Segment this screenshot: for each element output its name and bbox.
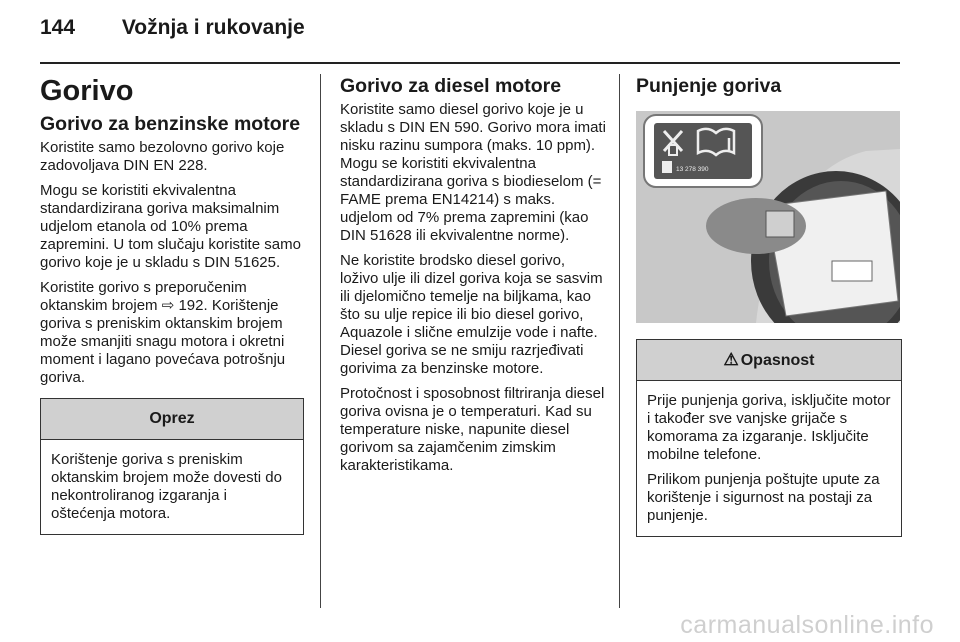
page-header <box>40 16 305 40</box>
label-number: 13 278 390 <box>676 166 709 173</box>
p3-text-after: 192. Korištenje goriva s preniskim oktanskim brojem može smanjiti snagu motora i okretni moment i lagano povećava potrošnju goriva. <box>40 297 286 386</box>
header-rule <box>40 62 900 64</box>
danger-box <box>636 339 902 537</box>
danger-title: Opasnost <box>740 352 815 369</box>
fuel-filler-photo <box>636 111 900 323</box>
column-left <box>40 74 304 535</box>
column-divider-1 <box>320 74 321 608</box>
petrol-heading: Gorivo za benzinske motore <box>40 113 301 135</box>
petrol-paragraph-2: Mogu se koristiti ekvivalentna standardizirana goriva maksimalnim udjelom etanola od 10% prema zapremini. U tom slučaju koristite samo gorivo koje je u skladu s DIN 51625. <box>40 182 301 271</box>
diesel-paragraph-2: Ne koristite brodsko diesel gorivo, loživo ulje ili dizel goriva koja se sasvim ili djelomično temelje na biljkama, kao što su ulje repice ili bio diesel gorivo, Aquazole i slične emulzije vode i nafte. Diesel goriva se ne smiju razrjeđivati gorivima za benzinske motore. <box>340 252 603 377</box>
diesel-heading: Gorivo za diesel motore <box>340 75 562 97</box>
caution-title: Oprez <box>41 399 303 440</box>
petrol-paragraph-1: Koristite samo bezolovno gorivo koje zadovoljava DIN EN 228. <box>40 139 285 174</box>
diesel-paragraph-3: Protočnost i sposobnost filtriranja diesel goriva ovisna je o temperaturi. Kad su temperature niske, napunite diesel gorivom sa zajamčenim zimskim karakteristikama. <box>340 385 605 474</box>
chapter-title: Vožnja i rukovanje <box>121 16 305 39</box>
page-number: 144 <box>40 16 76 39</box>
caution-box <box>40 398 304 535</box>
warning-triangle-icon: ⚠ <box>723 350 739 369</box>
danger-paragraph-2: Prilikom punjenja poštujte upute za korištenje i sigurnost na postaji za punjenje. <box>647 471 880 524</box>
caution-text: Korištenje goriva s preniskim oktanskim brojem može dovesti do nekontroliranog izgaranja i oštećenja motora. <box>51 451 282 522</box>
column-middle <box>340 74 606 482</box>
page-ref-arrow-icon: ⇨ <box>161 297 175 314</box>
diesel-paragraph-1: Koristite samo diesel gorivo koje je u skladu s DIN EN 590. Gorivo mora imati nisku razinu sumpora (maks. 10 ppm). Mogu se koristiti ekvivalentna standardizirana goriva s biodieselom (= FAME prema EN14214) s maks. udjelom od 7% prema zapremini (kao DIN 51628 ili ekvivalentne norme). <box>340 101 606 244</box>
watermark: carmanualsonline.info <box>680 611 934 639</box>
danger-header <box>637 340 901 381</box>
column-right <box>636 74 902 537</box>
p3-text-before: Koristite gorivo s preporučenim oktanskim brojem <box>40 279 247 314</box>
section-title: Gorivo <box>40 75 134 107</box>
column-divider-2 <box>619 74 620 608</box>
danger-paragraph-1: Prije punjenja goriva, isključite motor i također sve vanjske grijače s komorama za izgaranje. Isključite mobilne telefone. <box>647 392 891 463</box>
refuelling-heading: Punjenje goriva <box>636 75 782 97</box>
petrol-paragraph-3 <box>40 279 304 387</box>
